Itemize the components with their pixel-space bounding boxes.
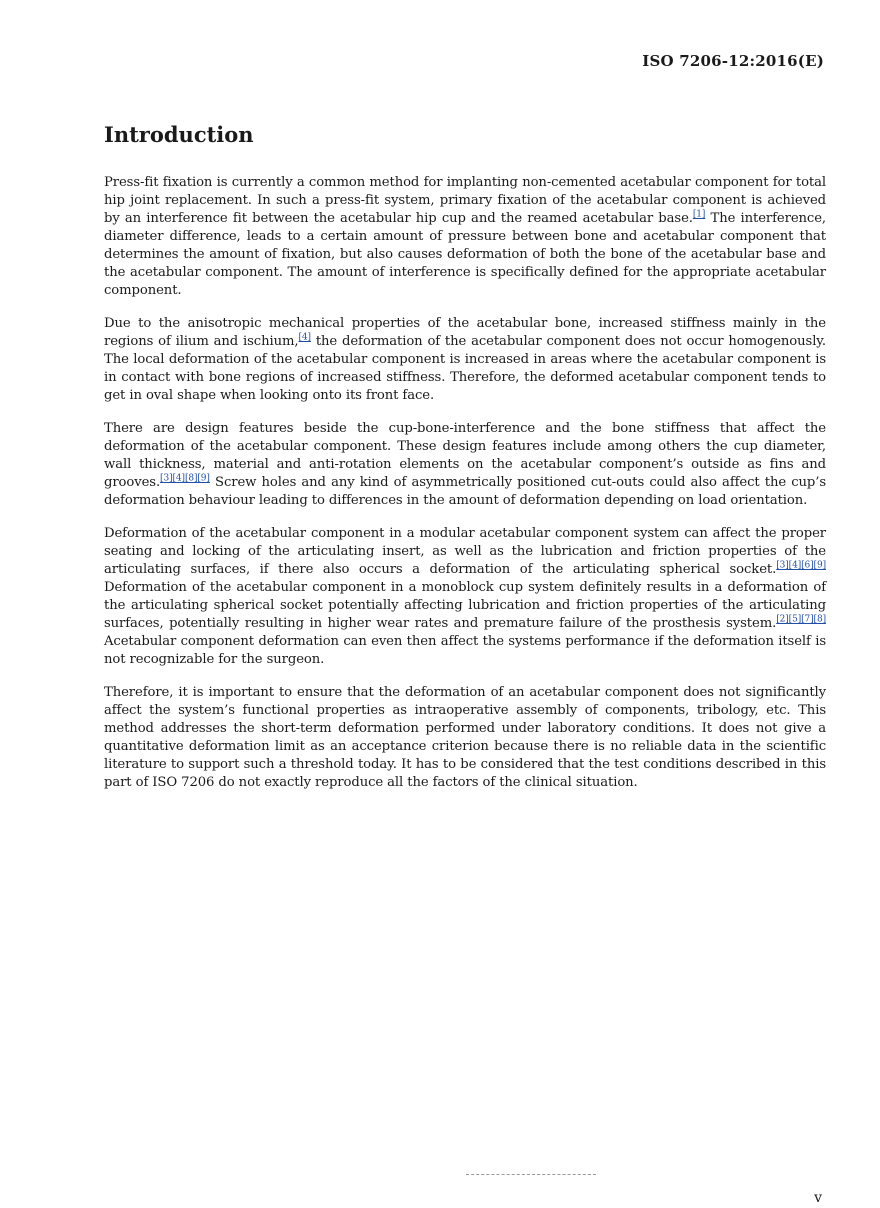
paragraph-text: Deformation of the acetabular component in a modular acetabular component system can affect the proper seating and locking of the articulating insert, as well as the lubrication and friction properties of the articulating surfaces, if there also occurs a deformation of the articulating spherical socket. <box>104 526 826 577</box>
reference-link[interactable]: [2][5][7][8] <box>776 614 826 625</box>
paragraph-text: Therefore, it is important to ensure that the deformation of an acetabular component does not significantly affect the system’s functional properties as intraoperative assembly of components, tribology, etc. This method addresses the short-term deformation performed under laboratory conditions. It does not give a quantitative deformation limit as an acceptance criterion because there is no reliable data in the scientific literature to support such a threshold today. It has to be considered that the test conditions described in this part of ISO 7206 do not exactly reproduce all the factors of the clinical situation. <box>104 685 826 790</box>
paragraph-text: Press-fit fixation is currently a common method for implanting non-cemented acetabular component for total hip joint replacement. In such a press-fit system, primary fixation of the acetabular component is achieved by an interference fit between the acetabular hip cup and the reamed acetabular base. <box>104 175 826 226</box>
introduction-body <box>104 174 826 807</box>
paragraph-text: the deformation of the acetabular component does not occur homogenously. The local deformation of the acetabular component is increased in areas where the acetabular component is in contact with bone regions of increased stiffness. Therefore, the deformed acetabular component tends to get in oval shape when looking onto its front face. <box>104 334 826 403</box>
paragraph-text: Due to the anisotropic mechanical properties of the acetabular bone, increased stiffness mainly in the regions of ilium and ischium, <box>104 316 826 349</box>
section-title: Introduction <box>104 122 254 147</box>
reference-link[interactable]: [1] <box>692 209 706 220</box>
paragraph <box>104 684 826 792</box>
paragraph <box>104 174 826 300</box>
paragraph-text: Deformation of the acetabular component in a monoblock cup system definitely results in a deformation of the articulating spherical socket potentially affecting lubrication and friction properties of the articulating surfaces, potentially resulting in higher wear rates and premature failure of the prosthesis system. <box>104 580 826 631</box>
footer-watermark <box>466 1174 596 1179</box>
paragraph-text: Acetabular component deformation can even then affect the systems performance if the deformation itself is not recognizable for the surgeon. <box>104 634 826 667</box>
paragraph-text: Screw holes and any kind of asymmetrically positioned cut-outs could also affect the cup’s deformation behaviour leading to differences in the amount of deformation depending on load orientation. <box>104 475 826 508</box>
reference-link[interactable]: [4] <box>298 332 311 343</box>
page-number: v <box>814 1190 822 1206</box>
paragraph <box>104 525 826 669</box>
paragraph-text: There are design features beside the cup-bone-interference and the bone stiffness that affect the deformation of the acetabular component. These design features include among others the cup diameter, wall thickness, material and anti-rotation elements on the acetabular component’s outside as fins and grooves. <box>104 421 826 490</box>
paragraph-text: The interference, diameter difference, leads to a certain amount of pressure between bone and acetabular component that determines the amount of fixation, but also causes deformation of both the bone of the acetabular base and the acetabular component. The amount of interference is specifically defined for the appropriate acetabular component. <box>104 211 827 298</box>
reference-link[interactable]: [3][4][6][9] <box>776 560 826 571</box>
document-identifier: ISO 7206-12:2016(E) <box>642 52 824 70</box>
paragraph <box>104 420 826 510</box>
reference-link[interactable]: [3][4][8][9] <box>160 473 210 484</box>
paragraph <box>104 315 826 405</box>
